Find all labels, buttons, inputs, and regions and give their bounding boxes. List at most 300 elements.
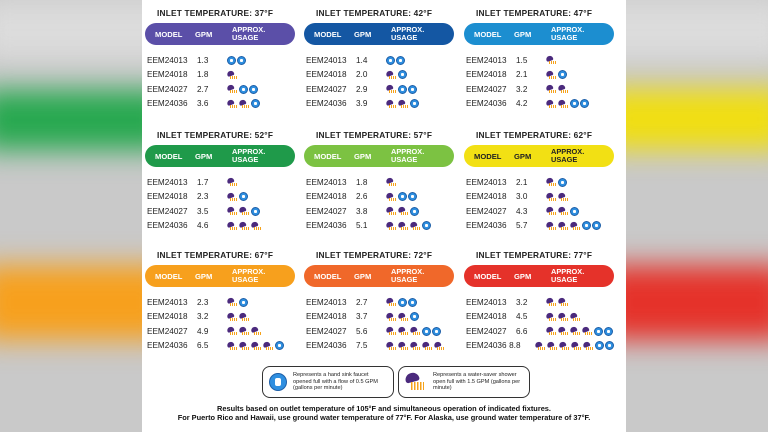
header-usage-line-2: USAGE xyxy=(232,155,259,164)
faucet-icon xyxy=(249,85,258,94)
table-row xyxy=(304,204,454,219)
gpm-value: 1.7 xyxy=(197,177,209,187)
model-number: EEM24018 xyxy=(306,70,347,80)
faucet-icon xyxy=(422,327,431,336)
header-usage-line-1: APPROX. xyxy=(232,25,266,34)
faucet-icon xyxy=(432,327,441,336)
gpm-value: 5.1 xyxy=(356,221,368,231)
table-row xyxy=(304,68,454,83)
shower-icon xyxy=(398,342,409,350)
header-usage-line-2: USAGE xyxy=(391,275,418,284)
gpm-value: 3.5 xyxy=(197,206,209,216)
shower-icon xyxy=(386,327,397,335)
gpm-value: 6.6 xyxy=(516,326,528,336)
usage-icons xyxy=(386,327,441,336)
shower-icon xyxy=(386,85,397,93)
shower-icon xyxy=(583,342,594,350)
shower-icon xyxy=(386,298,397,306)
gpm-value: 2.3 xyxy=(197,192,209,202)
gpm-value: 1.8 xyxy=(356,177,368,187)
shower-icon xyxy=(227,85,238,93)
model-number: EEM24027 xyxy=(306,206,347,216)
gpm-chart-document xyxy=(142,0,626,432)
shower-icon xyxy=(227,193,238,201)
header-gpm: GPM xyxy=(514,29,532,39)
shower-icon xyxy=(547,342,558,350)
gpm-value: 4.5 xyxy=(516,312,528,322)
shower-icon xyxy=(570,313,581,321)
shower-icon xyxy=(410,342,421,350)
table-row xyxy=(304,324,454,339)
usage-icons xyxy=(227,56,246,65)
faucet-icon xyxy=(408,192,417,201)
model-number: EEM24018 xyxy=(466,70,507,80)
table-row xyxy=(464,175,614,190)
model-number: EEM24018 xyxy=(306,312,347,322)
table-row xyxy=(304,310,454,325)
shower-icon xyxy=(410,222,421,230)
usage-icons xyxy=(546,327,613,336)
gpm-value: 3.2 xyxy=(516,297,528,307)
model-number: EEM24036 xyxy=(466,99,507,109)
gpm-value: 2.7 xyxy=(197,84,209,94)
header-gpm: GPM xyxy=(354,29,372,39)
temperature-block xyxy=(145,250,295,353)
faucet-icon xyxy=(398,70,407,79)
model-number: EEM24036 xyxy=(147,221,188,231)
header-model: MODEL xyxy=(474,271,502,281)
model-number: EEM24036 xyxy=(306,341,347,351)
model-number: EEM24018 xyxy=(147,192,188,202)
model-number: EEM24013 xyxy=(306,297,347,307)
column-header-pill xyxy=(145,145,295,167)
table-row xyxy=(145,295,295,310)
shower-icon xyxy=(434,342,445,350)
gpm-value: 2.3 xyxy=(197,297,209,307)
model-rows xyxy=(464,295,614,353)
faucet-icon xyxy=(251,99,260,108)
usage-icons xyxy=(546,193,569,201)
footnote-line-1: Results based on outlet temperature of 105°F and simultaneous operation of indicated fixtures. xyxy=(217,404,551,413)
shower-icon xyxy=(386,178,397,186)
block-title: INLET TEMPERATURE: 67°F xyxy=(157,250,274,260)
shower-icon xyxy=(546,222,557,230)
header-usage-line-2: USAGE xyxy=(391,33,418,42)
table-row xyxy=(464,97,614,112)
model-number: EEM24013 xyxy=(466,297,507,307)
header-usage xyxy=(551,148,611,164)
header-gpm: GPM xyxy=(354,151,372,161)
table-row xyxy=(464,190,614,205)
faucet-icon xyxy=(580,99,589,108)
footnote-line-2: For Puerto Rico and Hawaii, use ground water temperature of 77°F. For Alaska, use ground water temperature of 37°F. xyxy=(177,413,591,422)
table-row xyxy=(145,68,295,83)
shower-icon xyxy=(546,178,557,186)
shower-icon xyxy=(398,100,409,108)
usage-icons xyxy=(386,99,419,108)
table-row xyxy=(304,190,454,205)
usage-icons xyxy=(386,298,417,307)
shower-icon xyxy=(570,222,581,230)
shower-icon xyxy=(251,222,262,230)
shower-icon xyxy=(558,222,569,230)
faucet-icon xyxy=(410,312,419,321)
gpm-value: 8.8 xyxy=(509,341,521,351)
table-row xyxy=(464,68,614,83)
model-number: EEM24027 xyxy=(466,206,507,216)
faucet-icon xyxy=(592,221,601,230)
usage-icons xyxy=(227,313,250,321)
header-usage-line-1: APPROX. xyxy=(391,147,425,156)
model-number: EEM24036 xyxy=(466,221,507,231)
faucet-icon xyxy=(558,70,567,79)
header-usage-line-1: APPROX. xyxy=(391,25,425,34)
gpm-value: 4.2 xyxy=(516,99,528,109)
legend-faucet-text: Represents a hand sink faucet opened full with a flow of 0.5 GPM (gallons per minute) xyxy=(293,372,378,392)
usage-icons xyxy=(546,70,567,79)
faucet-icon xyxy=(386,56,395,65)
temperature-block xyxy=(145,130,295,233)
model-number: EEM24027 xyxy=(466,326,507,336)
table-row xyxy=(145,204,295,219)
model-number: EEM24018 xyxy=(466,312,507,322)
column-header-pill xyxy=(304,265,454,287)
table-row xyxy=(304,53,454,68)
faucet-icon xyxy=(398,298,407,307)
usage-icons xyxy=(546,56,557,64)
usage-icons xyxy=(227,71,238,79)
gpm-value: 2.6 xyxy=(356,192,368,202)
header-gpm: GPM xyxy=(195,29,213,39)
shower-icon xyxy=(546,71,557,79)
header-gpm: GPM xyxy=(514,271,532,281)
faucet-icon xyxy=(410,207,419,216)
block-title: INLET TEMPERATURE: 37°F xyxy=(157,8,274,18)
shower-icon xyxy=(227,178,238,186)
model-number: EEM24027 xyxy=(147,206,188,216)
shower-icon xyxy=(227,298,238,306)
header-usage xyxy=(232,26,292,42)
legend-shower xyxy=(398,366,530,398)
header-gpm: GPM xyxy=(354,271,372,281)
faucet-icon xyxy=(239,85,248,94)
shower-icon xyxy=(559,342,570,350)
header-model: MODEL xyxy=(155,151,183,161)
model-number: EEM24013 xyxy=(147,177,188,187)
shower-icon xyxy=(239,222,250,230)
model-number: EEM24036 xyxy=(147,341,188,351)
shower-icon xyxy=(386,100,397,108)
table-row xyxy=(464,53,614,68)
usage-icons xyxy=(227,327,262,335)
temperature-block xyxy=(464,130,614,233)
table-row xyxy=(464,219,614,234)
model-number: EEM24013 xyxy=(147,297,188,307)
shower-icon xyxy=(558,193,569,201)
table-row xyxy=(304,175,454,190)
model-number: EEM24013 xyxy=(466,55,507,65)
shower-icon xyxy=(558,327,569,335)
model-rows xyxy=(304,295,454,353)
usage-icons xyxy=(386,85,417,94)
table-row xyxy=(145,97,295,112)
model-number: EEM24018 xyxy=(466,192,507,202)
gpm-value: 1.4 xyxy=(356,55,368,65)
shower-icon xyxy=(227,71,238,79)
usage-icons xyxy=(227,192,248,201)
shower-icon xyxy=(398,327,409,335)
header-usage xyxy=(551,268,611,284)
column-header-pill xyxy=(464,145,614,167)
gpm-value: 4.9 xyxy=(197,326,209,336)
header-usage-line-2: USAGE xyxy=(391,155,418,164)
header-model: MODEL xyxy=(155,271,183,281)
faucet-icon xyxy=(604,327,613,336)
model-rows xyxy=(304,53,454,111)
table-row xyxy=(464,339,614,354)
model-number: EEM24027 xyxy=(466,84,507,94)
faucet-icon xyxy=(582,221,591,230)
header-usage xyxy=(391,26,451,42)
shower-icon xyxy=(546,193,557,201)
usage-icons xyxy=(386,312,419,321)
shower-icon xyxy=(239,207,250,215)
shower-icon xyxy=(239,342,250,350)
header-usage-line-1: APPROX. xyxy=(551,25,585,34)
faucet-icon xyxy=(398,85,407,94)
gpm-value: 3.8 xyxy=(356,206,368,216)
temperature-block xyxy=(304,8,454,111)
model-rows xyxy=(464,53,614,111)
shower-icon xyxy=(227,342,238,350)
header-model: MODEL xyxy=(314,271,342,281)
gpm-value: 1.5 xyxy=(516,55,528,65)
shower-icon xyxy=(422,342,433,350)
faucet-icon xyxy=(396,56,405,65)
faucet-icon xyxy=(239,298,248,307)
shower-icon xyxy=(251,342,262,350)
model-number: EEM24013 xyxy=(306,55,347,65)
legend-shower-text: Represents a water-saver shower open full with 1.5 GPM (gallons per minute) xyxy=(433,372,521,392)
shower-icon xyxy=(398,222,409,230)
header-gpm: GPM xyxy=(514,151,532,161)
shower-icon xyxy=(558,313,569,321)
faucet-icon xyxy=(408,298,417,307)
shower-icon xyxy=(386,71,397,79)
gpm-value: 3.6 xyxy=(197,99,209,109)
faucet-icon xyxy=(422,221,431,230)
table-row xyxy=(304,82,454,97)
header-gpm: GPM xyxy=(195,151,213,161)
model-number: EEM24027 xyxy=(147,84,188,94)
header-usage xyxy=(391,268,451,284)
shower-icon xyxy=(239,327,250,335)
temperature-block xyxy=(464,250,614,353)
temperature-block xyxy=(464,8,614,111)
usage-icons xyxy=(546,298,569,306)
usage-icons xyxy=(386,56,405,65)
usage-icons xyxy=(227,222,262,230)
model-rows xyxy=(145,53,295,111)
header-usage-line-2: USAGE xyxy=(232,33,259,42)
usage-icons xyxy=(227,178,238,186)
model-number: EEM24036 xyxy=(147,99,188,109)
shower-icon xyxy=(386,342,397,350)
shower-icon xyxy=(251,327,262,335)
usage-icons xyxy=(386,221,431,230)
table-row xyxy=(464,82,614,97)
usage-icons xyxy=(227,85,258,94)
usage-icons xyxy=(386,70,407,79)
usage-icons xyxy=(546,207,579,216)
model-number: EEM24027 xyxy=(147,326,188,336)
block-title: INLET TEMPERATURE: 62°F xyxy=(476,130,593,140)
column-header-pill xyxy=(145,265,295,287)
shower-icon xyxy=(405,373,427,391)
column-header-pill xyxy=(464,23,614,45)
block-title: INLET TEMPERATURE: 77°F xyxy=(476,250,593,260)
faucet-icon xyxy=(269,373,287,391)
model-number: EEM24027 xyxy=(306,84,347,94)
shower-icon xyxy=(546,207,557,215)
faucet-icon xyxy=(595,341,604,350)
table-row xyxy=(145,324,295,339)
usage-icons xyxy=(227,99,260,108)
shower-icon xyxy=(227,207,238,215)
temperature-block xyxy=(145,8,295,111)
header-usage-line-2: USAGE xyxy=(551,33,578,42)
faucet-icon xyxy=(570,99,579,108)
header-usage-line-2: USAGE xyxy=(232,275,259,284)
shower-icon xyxy=(239,100,250,108)
shower-icon xyxy=(535,342,546,350)
usage-icons xyxy=(386,207,419,216)
faucet-icon xyxy=(398,192,407,201)
shower-icon xyxy=(239,313,250,321)
usage-icons xyxy=(227,207,260,216)
block-title: INLET TEMPERATURE: 47°F xyxy=(476,8,593,18)
header-usage-line-2: USAGE xyxy=(551,155,578,164)
table-row xyxy=(464,204,614,219)
gpm-value: 3.0 xyxy=(516,192,528,202)
shower-icon xyxy=(386,222,397,230)
faucet-icon xyxy=(251,207,260,216)
gpm-value: 7.5 xyxy=(356,341,368,351)
shower-icon xyxy=(227,313,238,321)
block-title: INLET TEMPERATURE: 72°F xyxy=(316,250,433,260)
shower-icon xyxy=(546,298,557,306)
faucet-icon xyxy=(605,341,614,350)
usage-icons xyxy=(386,342,445,350)
table-row xyxy=(304,219,454,234)
gpm-value: 4.6 xyxy=(197,221,209,231)
table-row xyxy=(145,175,295,190)
gpm-value: 1.3 xyxy=(197,55,209,65)
column-header-pill xyxy=(464,265,614,287)
shower-icon xyxy=(398,313,409,321)
header-usage xyxy=(391,148,451,164)
shower-icon xyxy=(398,207,409,215)
usage-icons xyxy=(386,192,417,201)
usage-icons xyxy=(546,221,601,230)
model-number: EEM24036 xyxy=(306,99,347,109)
usage-icons xyxy=(227,341,284,350)
faucet-icon xyxy=(594,327,603,336)
model-rows xyxy=(145,295,295,353)
block-title: INLET TEMPERATURE: 52°F xyxy=(157,130,274,140)
table-row xyxy=(145,219,295,234)
shower-icon xyxy=(558,100,569,108)
header-usage-line-1: APPROX. xyxy=(232,267,266,276)
legend-faucet xyxy=(262,366,394,398)
model-number: EEM24018 xyxy=(147,70,188,80)
table-row xyxy=(464,324,614,339)
header-gpm: GPM xyxy=(195,271,213,281)
shower-icon xyxy=(546,313,557,321)
header-model: MODEL xyxy=(474,29,502,39)
faucet-icon xyxy=(570,207,579,216)
header-model: MODEL xyxy=(314,29,342,39)
model-number: EEM24018 xyxy=(306,192,347,202)
footnote xyxy=(142,404,626,422)
table-row xyxy=(464,310,614,325)
faucet-icon xyxy=(410,99,419,108)
header-usage-line-2: USAGE xyxy=(551,275,578,284)
model-rows xyxy=(304,175,454,233)
model-number: EEM24013 xyxy=(306,177,347,187)
gpm-value: 2.1 xyxy=(516,70,528,80)
block-title: INLET TEMPERATURE: 57°F xyxy=(316,130,433,140)
usage-icons xyxy=(546,178,567,187)
gpm-value: 5.6 xyxy=(356,326,368,336)
table-row xyxy=(145,339,295,354)
faucet-icon xyxy=(239,192,248,201)
shower-icon xyxy=(410,327,421,335)
gpm-value: 3.2 xyxy=(516,84,528,94)
model-rows xyxy=(145,175,295,233)
gpm-value: 4.3 xyxy=(516,206,528,216)
model-number: EEM24036 xyxy=(466,341,507,351)
usage-icons xyxy=(535,341,614,350)
shower-icon xyxy=(263,342,274,350)
model-number: EEM24013 xyxy=(466,177,507,187)
faucet-icon xyxy=(558,178,567,187)
shower-icon xyxy=(571,342,582,350)
shower-icon xyxy=(227,327,238,335)
usage-icons xyxy=(386,178,397,186)
faucet-icon xyxy=(237,56,246,65)
gpm-value: 2.9 xyxy=(356,84,368,94)
table-row xyxy=(145,53,295,68)
table-row xyxy=(145,190,295,205)
table-row xyxy=(464,295,614,310)
shower-icon xyxy=(227,100,238,108)
gpm-value: 3.2 xyxy=(197,312,209,322)
shower-icon xyxy=(558,298,569,306)
header-usage-line-1: APPROX. xyxy=(232,147,266,156)
shower-icon xyxy=(582,327,593,335)
shower-icon xyxy=(386,193,397,201)
shower-icon xyxy=(558,207,569,215)
faucet-icon xyxy=(408,85,417,94)
model-number: EEM24013 xyxy=(147,55,188,65)
gpm-value: 3.7 xyxy=(356,312,368,322)
shower-icon xyxy=(227,222,238,230)
faucet-icon xyxy=(227,56,236,65)
table-row xyxy=(304,339,454,354)
header-model: MODEL xyxy=(474,151,502,161)
shower-icon xyxy=(570,327,581,335)
